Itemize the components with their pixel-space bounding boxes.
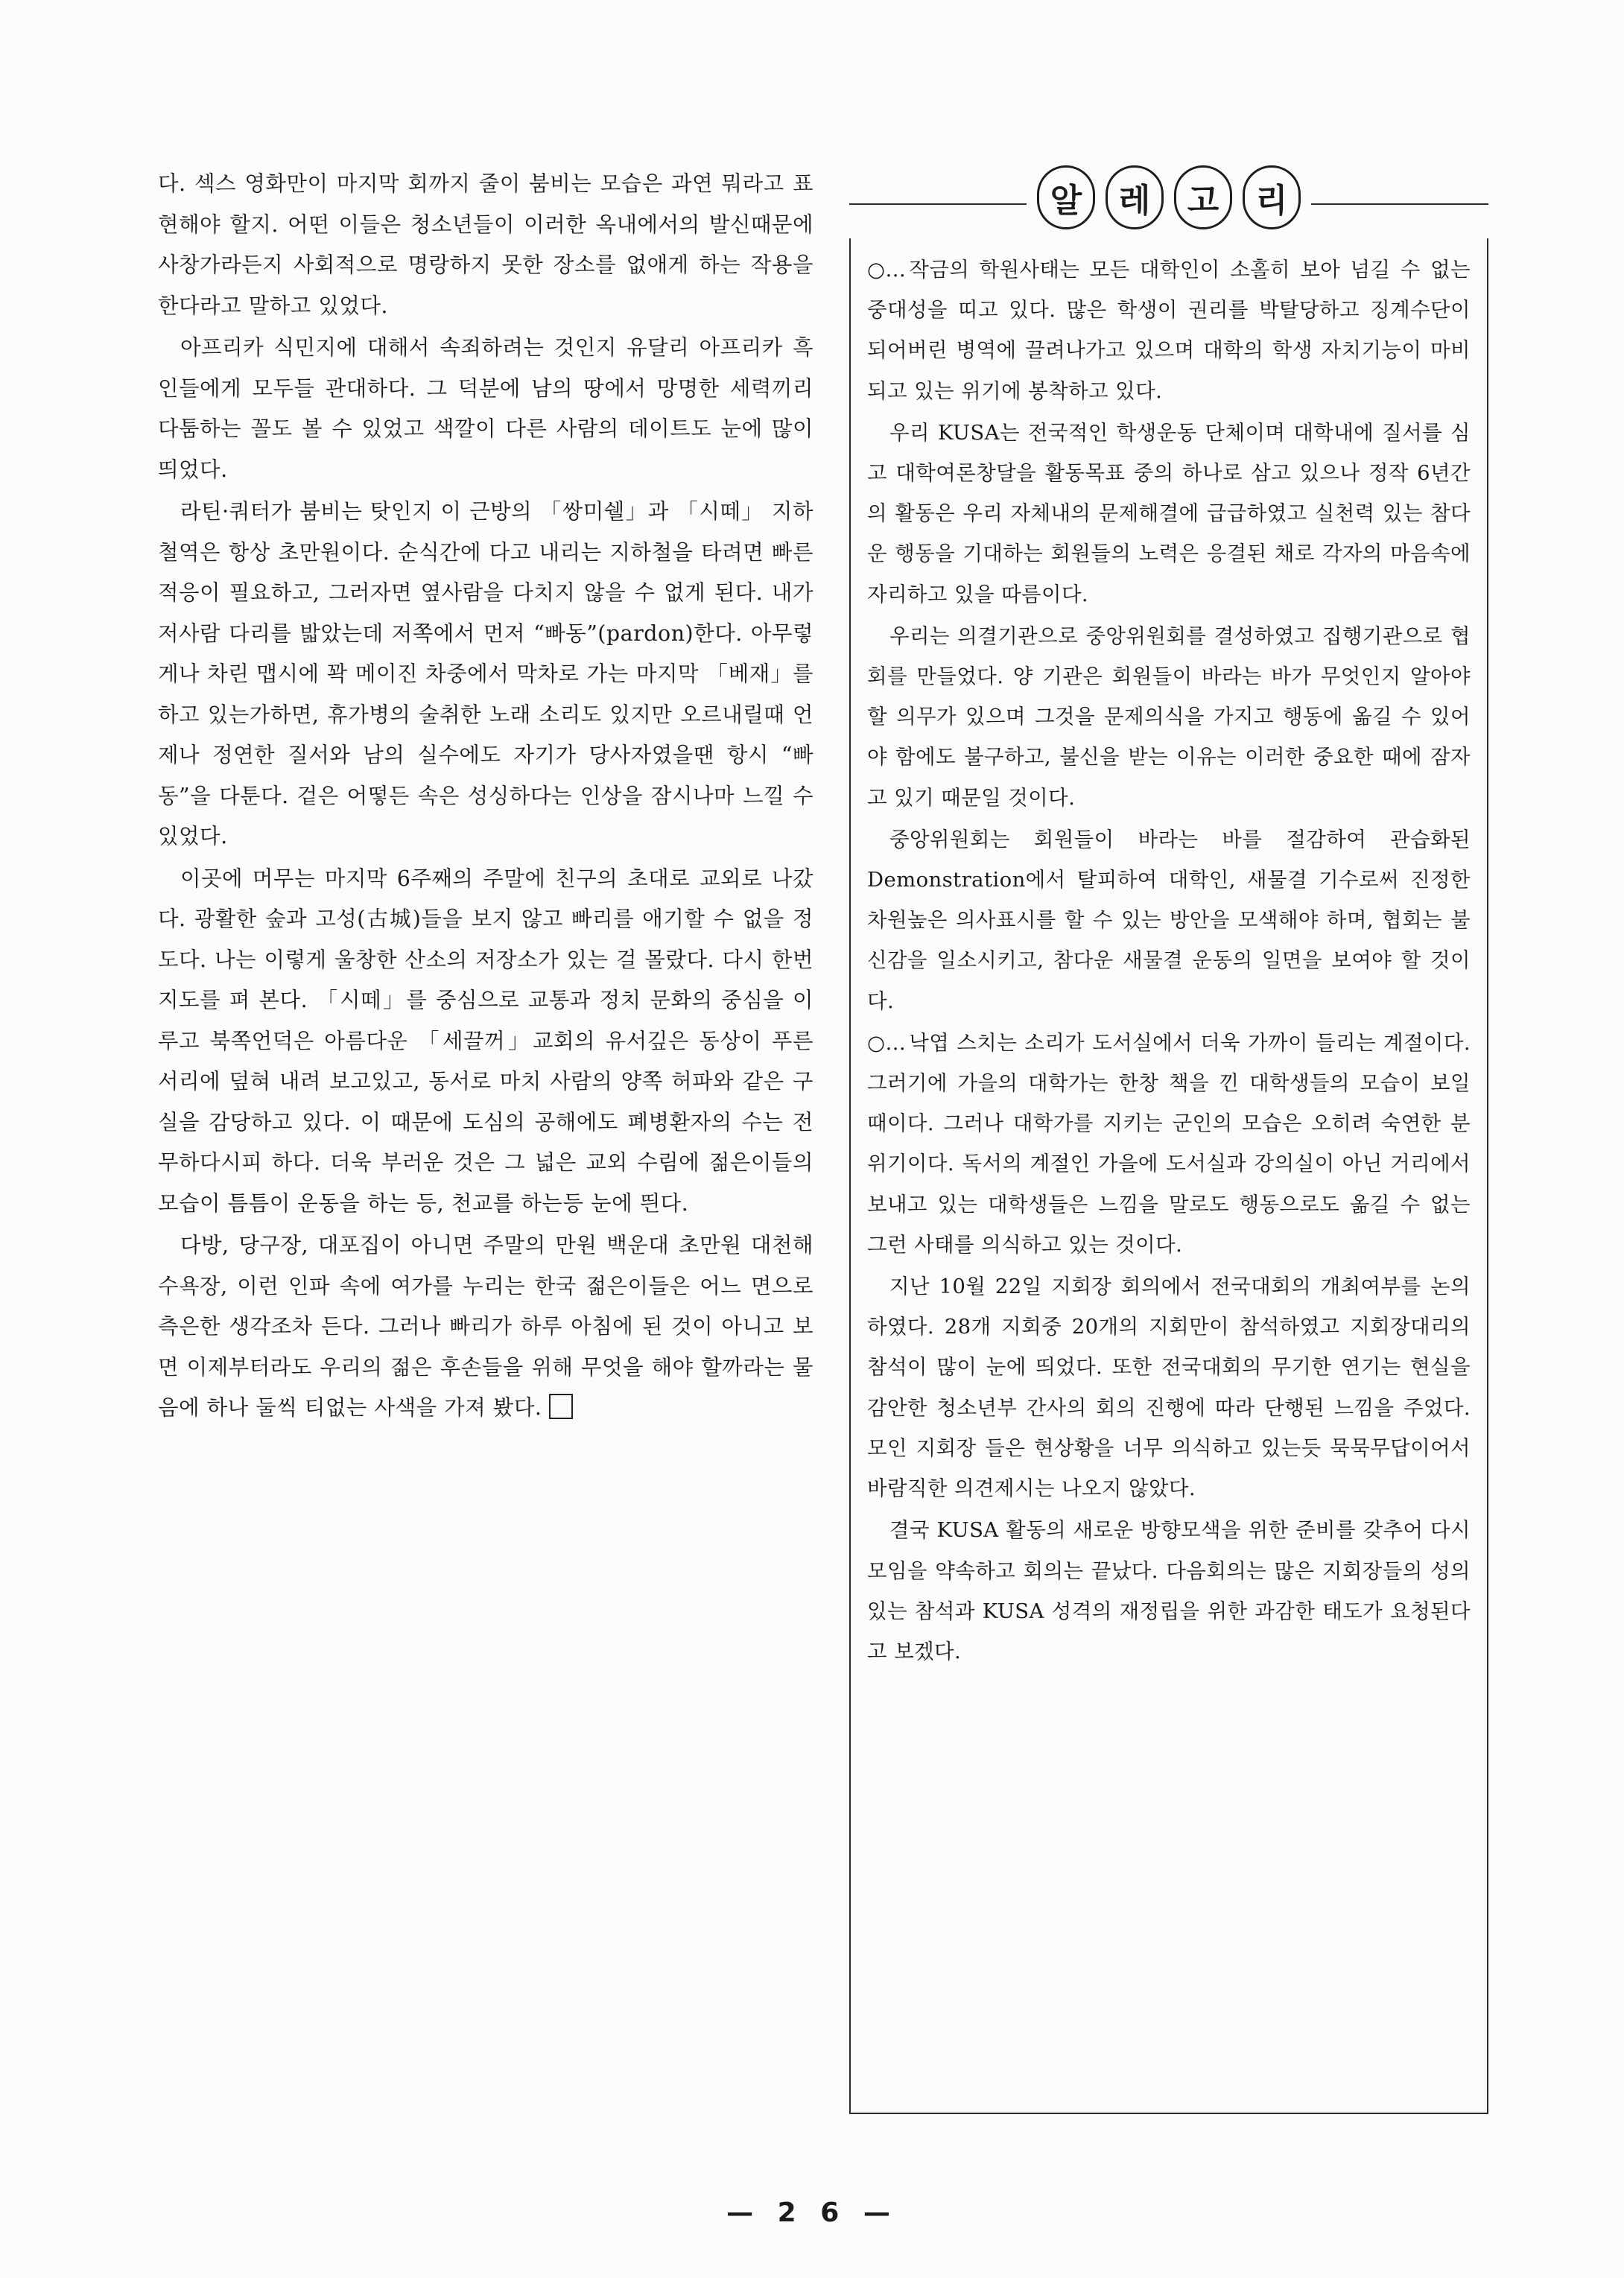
sidebar-title: [849, 156, 1488, 238]
sidebar-paragraph-text: 작금의 학원사태는 모든 대학인이 소홀히 보아 넘길 수 없는 중대성을 띠고 있다. 많은 학생이 권리를 박탈당하고 징계수단이 되어버린 병역에 끌려나가고 있으며 대학의 학생 자치기능이 마비되고 있는 위기에 봉착하고 있다.: [867, 258, 1471, 403]
end-of-article-box-icon: [549, 1394, 573, 1419]
sidebar-body: [867, 250, 1471, 1673]
title-char-circle: 리: [1243, 165, 1301, 229]
article-paragraph: 다. 섹스 영화만이 마지막 회까지 줄이 붐비는 모습은 과연 뭐라고 표현해야 할지. 어떤 이들은 청소년들이 이러한 옥내에서의 발신때문에 사창가라든지 사회적으로 명랑하지 못한 장소를 없애게 하는 작용을 한다라고 말하고 있었다.: [158, 171, 813, 318]
sidebar-paragraph: [867, 250, 1471, 411]
circle-bullet-icon: ○…: [867, 258, 907, 282]
article-column-left: [158, 164, 813, 1430]
sidebar-paragraph-text: 낙엽 스치는 소리가 도서실에서 더욱 가까이 들리는 계절이다. 그러기에 가을의 대학가는 한창 책을 낀 대학생들의 모습이 보일 때이다. 그러나 대학가를 지키는 군인의 모습은 오히려 숙연한 분위기이다. 독서의 계절인 가을에 도서실과 강의실이 아닌 거리에서 보내고 있는 대학생들은 느낌을 말로도 행동으로도 옮길 수 없는 그런 사태를 의식하고 있는 것이다.: [867, 1030, 1471, 1257]
article-paragraph: 라틴·쿼터가 붐비는 탓인지 이 근방의 「쌍미쉘」과 「시떼」 지하철역은 항상 초만원이다. 순식간에 다고 내리는 지하철을 타려면 빠른 적응이 필요하고, 그러자면 옆사람을 다치지 않을 수 없게 된다. 내가 저사람 다리를 밟았는데 저쪽에서 먼저 “빠동”(pardon)한다. 아무렇게나 차린 맵시에 꽉 메이진 차중에서 막차로 가는 마지막 「베재」를 하고 있는가하면, 휴가병의 술취한 노래 소리도 있지만 오르내릴때 언제나 정연한 질서와 남의 실수에도 자기가 당사자였을땐 항시 “빠동”을 다툰다. 겉은 어떻든 속은 성싱하다는 인상을 잠시나마 느낄 수 있었다.: [158, 499, 813, 848]
sidebar-paragraph: 결국 KUSA 활동의 새로운 방향모색을 위한 준비를 갖추어 다시 모임을 약속하고 회의는 끝났다. 다음회의는 많은 지회장들의 성의 있는 참석과 KUSA 성격의 재정립을 위한 과감한 태도가 요청된다고 보겠다.: [867, 1518, 1471, 1663]
title-rule-left: [849, 203, 1027, 205]
title-char-circle: 고: [1174, 165, 1232, 229]
sidebar-paragraph: [867, 1023, 1471, 1265]
article-paragraph-last: [158, 1225, 813, 1429]
article-paragraph: 아프리카 식민지에 대해서 속죄하려는 것인지 유달리 아프리카 흑인들에게 모두들 관대하다. 그 덕분에 남의 땅에서 망명한 세력끼리 다툼하는 꼴도 볼 수 있었고 색깔이 다른 사람의 데이트도 눈에 많이 띄었다.: [158, 335, 813, 482]
sidebar-paragraph: 중앙위원회는 회원들이 바라는 바를 절감하여 관습화된 Demonstration에서 탈피하여 대학인, 새물결 기수로써 진정한 차원높은 의사표시를 할 수 있는 방안을 모색해야 하며, 협회는 불신감을 일소시키고, 참다운 새물결 운동의 일면을 보여야 할 것이다.: [867, 827, 1471, 1013]
title-rule-right: [1311, 203, 1488, 205]
title-char-circle: 레: [1106, 165, 1164, 229]
circle-bullet-icon: ○…: [867, 1030, 907, 1055]
page-number: — 2 6 —: [726, 2198, 898, 2228]
sidebar-column: [849, 156, 1488, 2116]
article-paragraph-text: 다방, 당구장, 대포집이 아니면 주말의 만원 백운대 초만원 대천해수욕장, 이런 인파 속에 여가를 누리는 한국 젊은이들은 어느 면으로 측은한 생각조차 든다. 그러나 빠리가 하루 아침에 된 것이 아니고 보면 이제부터라도 우리의 젊은 후손들을 위해 무엇을 해야 할까라는 물음에 하나 둘씩 티없는 사색을 가져 봤다.: [158, 1233, 813, 1420]
title-char-circle: 알: [1037, 165, 1095, 229]
sidebar-paragraph: 우리는 의결기관으로 중앙위원회를 결성하였고 집행기관으로 협회를 만들었다. 양 기관은 회원들이 바라는 바가 무엇인지 알아야 할 의무가 있으며 그것을 문제의식을 가지고 행동에 옮길 수 있어야 함에도 불구하고, 불신을 받는 이유는 이러한 중요한 때에 잠자고 있기 때문일 것이다.: [867, 624, 1471, 810]
article-paragraph: 이곳에 머무는 마지막 6주째의 주말에 친구의 초대로 교외로 나갔다. 광활한 숲과 고성(古城)들을 보지 않고 빠리를 애기할 수 없을 정도다. 나는 이렇게 울창한 산소의 저장소가 있는 걸 몰랐다. 다시 한번 지도를 펴 본다. 「시떼」를 중심으로 교통과 정치 문화의 중심을 이루고 북쪽언덕은 아름다운 「세끌꺼」교회의 유서깊은 동상이 푸른 서리에 덮혀 내려 보고있고, 동서로 마치 사람의 양쪽 허파와 같은 구실을 감당하고 있다. 이 때문에 도심의 공해에도 폐병환자의 수는 전무하다시피 하다. 더욱 부러운 것은 그 넓은 교외 수림에 젊은이들의 모습이 틈틈이 운동을 하는 등, 천교를 하는등 눈에 띈다.: [158, 866, 813, 1216]
sidebar-paragraph: 우리 KUSA는 전국적인 학생운동 단체이며 대학내에 질서를 심고 대학여론창달을 활동목표 중의 하나로 삼고 있으나 정작 6년간의 활동은 우리 자체내의 문제해결에 급급하였고 실천력 있는 참다운 행동을 기대하는 회원들의 노력은 응결된 채로 각자의 마음속에 자리하고 있을 따름이다.: [867, 420, 1471, 606]
sidebar-paragraph: 지난 10월 22일 지회장 회의에서 전국대회의 개최여부를 논의하였다. 28개 지회중 20개의 지회만이 참석하였고 지회장대리의 참석이 많이 눈에 띄었다. 또한 전국대회의 무기한 연기는 현실을 감안한 청소년부 간사의 회의 진행에 따라 단행된 느낌을 주었다. 모인 지회장 들은 현상황을 너무 의식하고 있는듯 묵묵무답이어서 바람직한 의견제시는 나오지 않았다.: [867, 1275, 1471, 1501]
